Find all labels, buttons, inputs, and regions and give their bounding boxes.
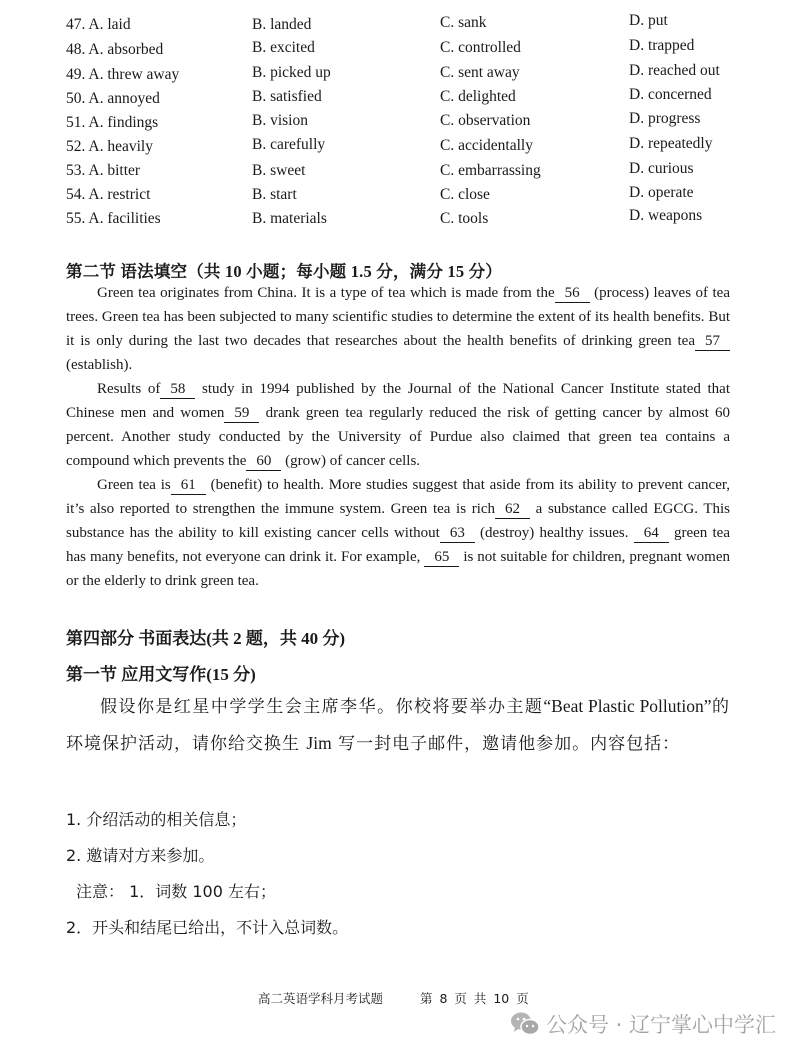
option-c: C. close <box>440 186 490 203</box>
blank-62[interactable]: 62 <box>495 501 530 519</box>
paragraph-2: Results of 58 study in 1994 published by the Journal of the National Cancer Institute stated that Chinese men and women 59 drank green tea regularly reduced the risk of getting cancer by almost 60 percent. Another study conducted by the University of Purdue also claimed that green tea contains a compound which prevents the 60 (grow) of cancer cells. <box>66 381 730 469</box>
option-a: 47. A. laid <box>66 16 131 33</box>
option-b: B. excited <box>252 39 315 56</box>
writing-section-title: 第一节 应用文写作(15 分) <box>66 665 256 684</box>
option-a: 48. A. absorbed <box>66 41 164 58</box>
option-d: D. progress <box>629 110 701 127</box>
paragraph-3: Green tea is 61 (benefit) to health. More studies suggest that aside from its ability to prevent cancer, it’s also reported to strengthen the immune system. Green tea is rich 62 a substance called EGCG. This substance has the ability to kill existing cancer cells without 63 (destroy) healthy issues. 64 green tea has many benefits, not everyone can drink it. For example, 65 is not suitable for children, pregnant women or the elderly to drink green tea. <box>66 477 730 589</box>
option-b: B. picked up <box>252 64 331 81</box>
option-c: C. tools <box>440 210 489 227</box>
option-row-53 <box>0 162 793 186</box>
option-c: C. sent away <box>440 64 520 81</box>
option-d: D. put <box>629 12 668 29</box>
grammar-passage <box>66 281 730 593</box>
option-d: D. reached out <box>629 62 720 79</box>
option-d: D. repeatedly <box>629 135 713 152</box>
blank-65[interactable]: 65 <box>424 549 459 567</box>
grammar-section-title: 第二节 语法填空（共 10 小题；每小题 1.5 分，满分 15 分） <box>66 262 502 281</box>
note-line-2: 2．开头和结尾已给出，不计入总词数。 <box>66 918 349 937</box>
page-number-footer: 第 8 页 共 10 页 <box>420 991 529 1006</box>
requirement-item-1: 1. 介绍活动的相关信息； <box>66 810 247 829</box>
option-row-55 <box>0 207 793 234</box>
option-b: B. vision <box>252 112 308 129</box>
blank-60[interactable]: 60 <box>246 453 281 471</box>
option-c: C. sank <box>440 14 487 31</box>
option-d: D. curious <box>629 160 694 177</box>
blank-57[interactable]: 57 <box>695 333 730 351</box>
option-a: 51. A. findings <box>66 114 159 131</box>
blank-64[interactable]: 64 <box>634 525 669 543</box>
watermark-text: 公众号 · 辽宁掌心中学汇 <box>546 1013 777 1037</box>
blank-59[interactable]: 59 <box>224 405 259 423</box>
option-b: B. satisfied <box>252 88 322 105</box>
requirement-item-2: 2. 邀请对方来参加。 <box>66 846 215 865</box>
option-c: C. delighted <box>440 88 516 105</box>
option-a: 53. A. bitter <box>66 162 141 179</box>
blank-61[interactable]: 61 <box>171 477 206 495</box>
option-c: C. observation <box>440 112 531 129</box>
option-d: D. weapons <box>629 207 703 224</box>
option-b: B. landed <box>252 16 312 33</box>
blank-58[interactable]: 58 <box>160 381 195 399</box>
note-line-1: 注意： 1．词数 100 左右； <box>76 882 276 901</box>
option-a: 54. A. restrict <box>66 186 151 203</box>
blank-56[interactable]: 56 <box>555 285 590 303</box>
option-a: 50. A. annoyed <box>66 90 160 107</box>
option-d: D. concerned <box>629 86 712 103</box>
wechat-icon <box>510 1011 540 1037</box>
option-c: C. accidentally <box>440 137 533 154</box>
option-a: 55. A. facilities <box>66 210 161 227</box>
option-b: B. start <box>252 186 297 203</box>
writing-part-title: 第四部分 书面表达(共 2 题，共 40 分) <box>66 629 346 648</box>
paragraph-1: Green tea originates from China. It is a type of tea which is made from the 56 (process) leaves of tea trees. Green tea has been subjected to many scientific studies to determine the extent of its health benefits. But it is only during the last two decades that researches about the health benefits of drinking green tea 57 (establish). <box>66 285 730 373</box>
writing-prompt: 假设你是红星中学学生会主席李华。你校将要举办主题“Beat Plastic Pollution”的环境保护活动，请你给交换生 Jim 写一封电子邮件，邀请他参加。内容包括： <box>66 696 731 754</box>
watermark <box>510 1010 776 1038</box>
option-row-52 <box>0 135 793 162</box>
option-a: 49. A. threw away <box>66 66 180 83</box>
blank-63[interactable]: 63 <box>440 525 475 543</box>
option-a: 52. A. heavily <box>66 138 153 155</box>
option-d: D. operate <box>629 184 694 201</box>
exam-name-footer: 高二英语学科月考试题 <box>258 991 384 1006</box>
option-d: D. trapped <box>629 37 695 54</box>
option-c: C. controlled <box>440 39 521 56</box>
option-b: B. materials <box>252 210 327 227</box>
option-c: C. embarrassing <box>440 162 541 179</box>
option-b: B. sweet <box>252 162 306 179</box>
option-b: B. carefully <box>252 136 326 153</box>
